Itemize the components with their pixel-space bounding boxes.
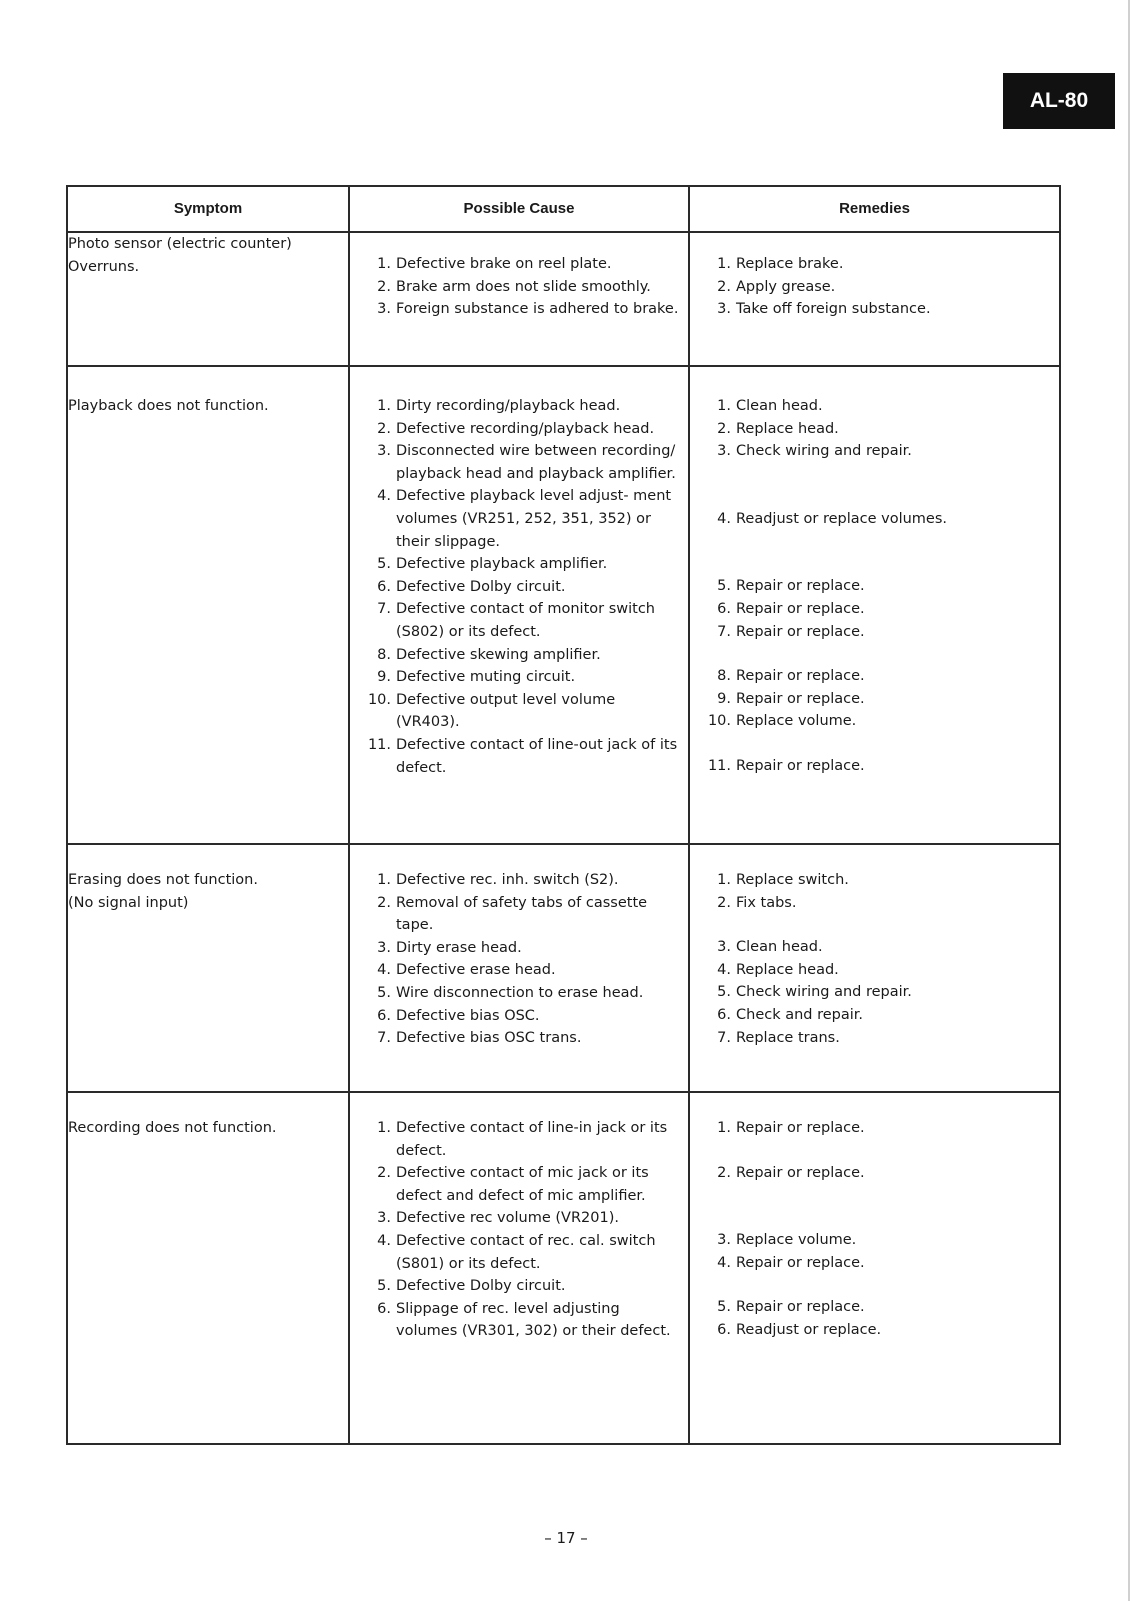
cause-item: 7. Defective contact of monitor switch (S802) or its defect.	[377, 601, 655, 640]
remedy-item: 3. Clean head.	[717, 939, 823, 956]
page-number: – 17 –	[544, 1529, 588, 1547]
cause-item: 3. Dirty erase head.	[377, 939, 522, 956]
cause-item: 6. Defective bias OSC.	[377, 1007, 540, 1024]
symptom-line: Erasing does not function.	[68, 872, 258, 888]
remedy-item: 1. Repair or replace.	[717, 1120, 865, 1136]
remedy-item: 1. Replace switch.	[717, 872, 849, 888]
cause-item: 2. Removal of safety tabs of cassette tape.	[377, 894, 648, 934]
symptom-line: Photo sensor (electric counter)	[68, 236, 292, 252]
table-row	[67, 366, 1060, 844]
symptom-line: Overruns.	[68, 258, 140, 275]
remedy-item: 7. Repair or replace.	[717, 623, 865, 640]
cause-item: 5. Defective Dolby circuit.	[377, 1278, 566, 1295]
symptom-line: Recording does not function.	[68, 1120, 277, 1136]
symptom-line: Playback does not function.	[68, 398, 269, 414]
cause-item: 6. Defective Dolby circuit.	[377, 578, 566, 595]
cause-item: 9. Defective muting circuit.	[377, 669, 576, 686]
model-tag: AL-80	[1003, 73, 1115, 129]
table-row	[67, 232, 1060, 366]
cause-item: 1. Defective brake on reel plate.	[377, 256, 612, 272]
cause-cell	[349, 232, 689, 366]
remedy-item: 7. Replace trans.	[717, 1029, 840, 1046]
remedy-item: 4. Repair or replace.	[717, 1254, 865, 1271]
remedy-item: 6. Readjust or replace.	[717, 1321, 882, 1338]
remedy-item: 2. Replace head.	[717, 420, 839, 437]
header-possible-cause: Possible Cause	[349, 186, 689, 232]
remedy-item: 6. Check and repair.	[717, 1006, 864, 1023]
cause-item: 4. Defective erase head.	[377, 962, 556, 979]
remedy-item: 1. Replace brake.	[717, 256, 844, 272]
cause-item: 2. Defective contact of mic jack or its defect and defect of mic amplifier.	[377, 1165, 649, 1204]
remedy-cell	[689, 844, 1060, 1092]
troubleshooting-table	[66, 185, 1061, 1445]
cause-item: 6. Slippage of rec. level adjusting volumes (VR301, 302) or their defect.	[377, 1300, 671, 1340]
remedy-cell	[689, 366, 1060, 844]
cause-item: 4. Defective contact of rec. cal. switch (S801) or its defect.	[377, 1232, 656, 1272]
table-header-row	[67, 186, 1060, 232]
remedy-item: 2. Apply grease.	[717, 278, 836, 295]
remedy-item: 3. Replace volume.	[717, 1232, 857, 1249]
remedy-item: 4. Readjust or replace volumes.	[717, 510, 948, 527]
remedy-cell	[689, 1092, 1060, 1444]
symptom-cell	[67, 1092, 349, 1444]
cause-item: 1. Dirty recording/playback head.	[377, 398, 621, 414]
cause-item: 4. Defective playback level adjust- ment volumes (VR251, 252, 351, 352) or their slippage.	[377, 488, 672, 550]
cause-item: 3. Foreign substance is adhered to brake.	[377, 301, 679, 318]
cause-item: 1. Defective contact of line-in jack or its defect.	[377, 1120, 668, 1159]
remedy-item: 3. Take off foreign substance.	[717, 301, 931, 318]
cause-item: 1. Defective rec. inh. switch (S2).	[377, 872, 619, 888]
cause-item: 2. Brake arm does not slide smoothly.	[377, 278, 651, 295]
remedy-item: 9. Repair or replace.	[717, 690, 865, 707]
remedy-item: 2. Repair or replace.	[717, 1164, 865, 1181]
cause-item: 11. Defective contact of line-out jack of its defect.	[367, 736, 678, 776]
cause-item: 10. Defective output level volume (VR403).	[367, 691, 616, 731]
remedy-item: 5. Repair or replace.	[717, 578, 865, 595]
cause-item: 7. Defective bias OSC trans.	[377, 1030, 582, 1047]
cause-item: 8. Defective skewing amplifier.	[377, 646, 601, 663]
cause-cell	[349, 1092, 689, 1444]
remedy-item: 5. Check wiring and repair.	[717, 984, 912, 1001]
cause-item: 5. Defective playback amplifier.	[377, 556, 608, 573]
cause-cell	[349, 366, 689, 844]
remedy-item: 10. Replace volume.	[707, 713, 857, 730]
remedy-item: 6. Repair or replace.	[717, 600, 865, 617]
header-symptom: Symptom	[67, 186, 349, 232]
symptom-line: (No signal input)	[68, 894, 189, 911]
table-row	[67, 1092, 1060, 1444]
remedy-item: 4. Replace head.	[717, 961, 839, 978]
cause-item: 3. Disconnected wire between recording/ playback head and playback amplifier.	[377, 443, 676, 482]
table-row	[67, 844, 1060, 1092]
cause-item: 5. Wire disconnection to erase head.	[377, 984, 644, 1001]
header-remedies: Remedies	[689, 186, 1060, 232]
page-edge	[1128, 0, 1130, 1601]
cause-cell	[349, 844, 689, 1092]
remedy-cell	[689, 232, 1060, 366]
remedy-item: 8. Repair or replace.	[717, 668, 865, 685]
symptom-cell	[67, 232, 349, 366]
remedy-item: 2. Fix tabs.	[717, 894, 797, 911]
cause-item: 2. Defective recording/playback head.	[377, 420, 655, 437]
remedy-item: 5. Repair or replace.	[717, 1299, 865, 1316]
remedy-item: 1. Clean head.	[717, 398, 823, 414]
symptom-cell	[67, 844, 349, 1092]
cause-item: 3. Defective rec volume (VR201).	[377, 1210, 619, 1227]
remedy-item: 11. Repair or replace.	[707, 757, 865, 774]
symptom-cell	[67, 366, 349, 844]
remedy-item: 3. Check wiring and repair.	[717, 443, 912, 460]
